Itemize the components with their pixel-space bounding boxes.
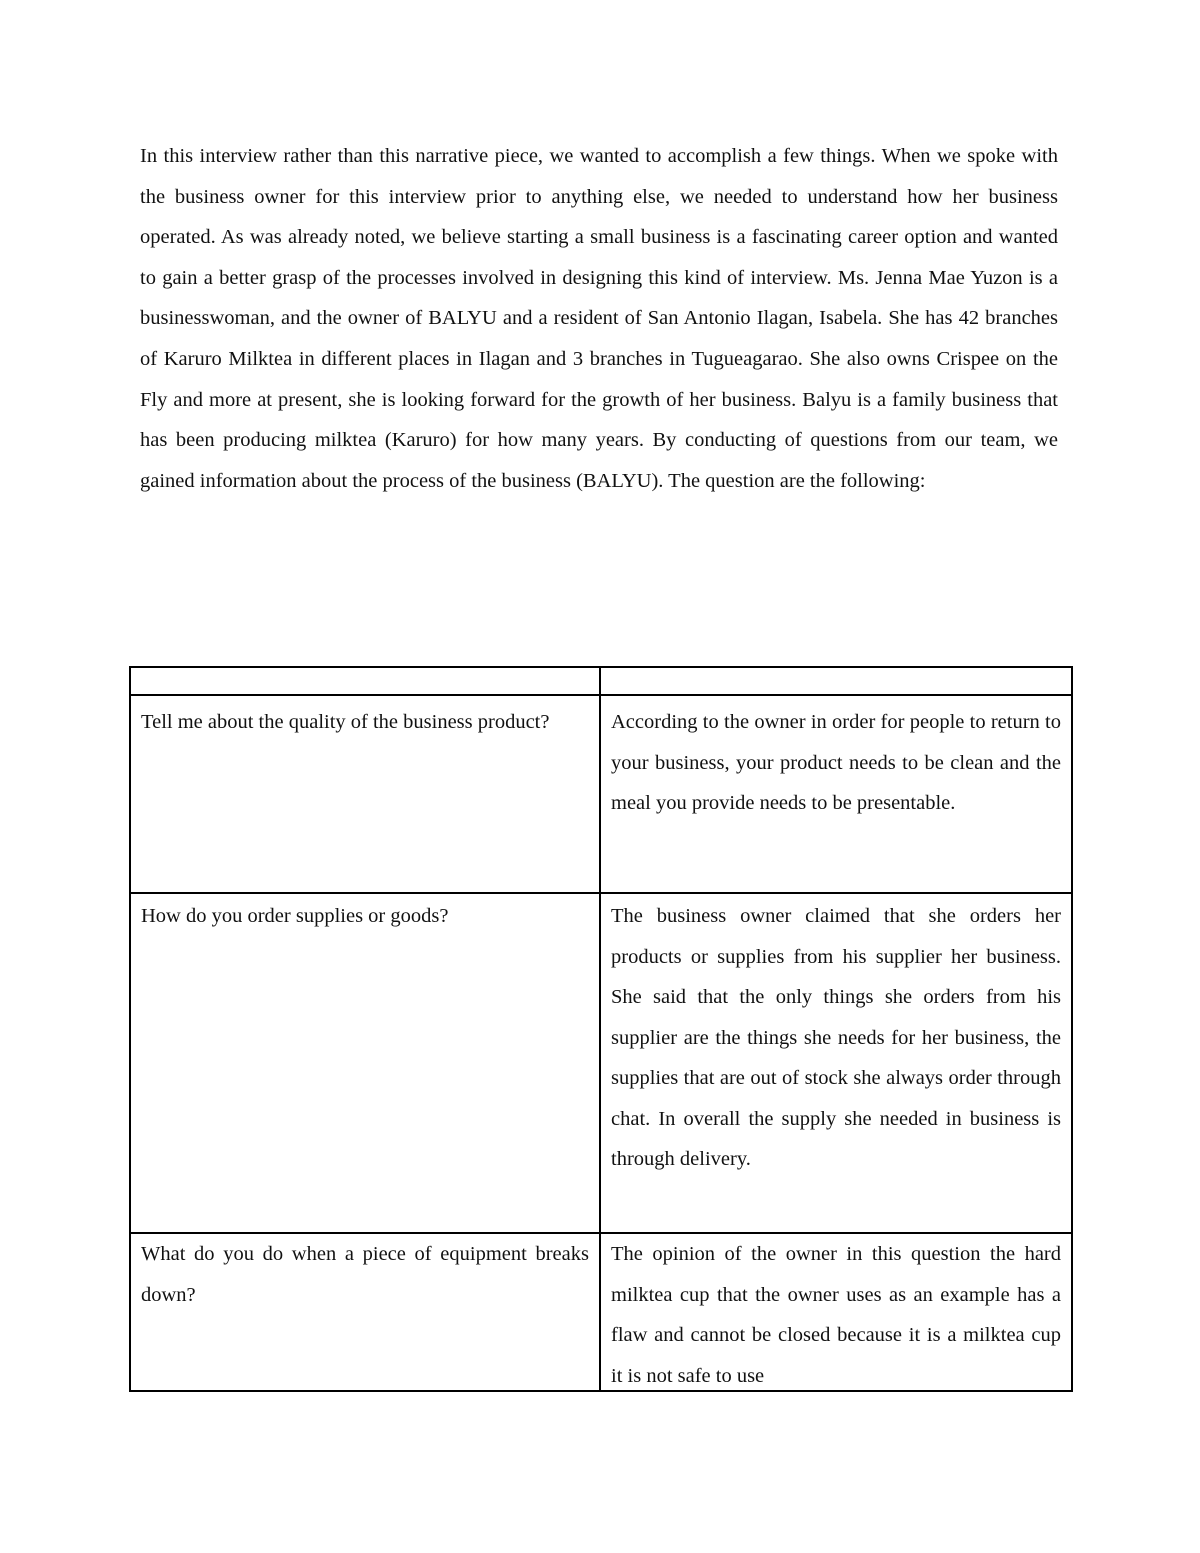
answer-text: The business owner claimed that she orders her products or supplies from his supplier her business. She said that the only things she orders from his supplier are the things she needs for her business, the supplies that are out of stock she always order through chat. In overall the supply she needed in business is through delivery. [611,905,1061,1170]
answer-cell [600,695,1072,893]
header-cell-question [130,667,600,695]
answer-cell [600,893,1072,1233]
table-row [130,695,1072,893]
question-text: Tell me about the quality of the business product? [141,711,550,733]
table-row [130,893,1072,1233]
interview-table [129,666,1073,1392]
answer-text: The opinion of the owner in this question the hard milktea cup that the owner uses as an example has a flaw and cannot be closed because it is a milktea cup it is not safe to use [611,1243,1061,1387]
question-text: How do you order supplies or goods? [141,905,449,927]
intro-paragraph: In this interview rather than this narrative piece, we wanted to accomplish a few things. When we spoke with the business owner for this interview prior to anything else, we needed to understand how her business operated. As was already noted, we believe starting a small business is a fascinating career option and wanted to gain a better grasp of the processes involved in designing this kind of interview. Ms. Jenna Mae Yuzon is a businesswoman, and the owner of BALYU and a resident of San Antonio Ilagan, Isabela. She has 42 branches of Karuro Milktea in different places in Ilagan and 3 branches in Tugueagarao. She also owns Crispee on the Fly and more at present, she is looking forward for the growth of her business. Balyu is a family business that has been producing milktea (Karuro) for how many years. By conducting of questions from our team, we gained information about the process of the business (BALYU). The question are the following: [140,145,1058,492]
question-cell [130,893,600,1233]
table-row [130,1233,1072,1391]
answer-text: According to the owner in order for people to return to your business, your product needs to be clean and the meal you provide needs to be presentable. [611,711,1061,814]
question-cell [130,695,600,893]
question-cell [130,1233,600,1391]
answer-cell [600,1233,1072,1391]
question-text: What do you do when a piece of equipment breaks down? [141,1243,589,1306]
header-cell-answer [600,667,1072,695]
table-header-row [130,667,1072,695]
